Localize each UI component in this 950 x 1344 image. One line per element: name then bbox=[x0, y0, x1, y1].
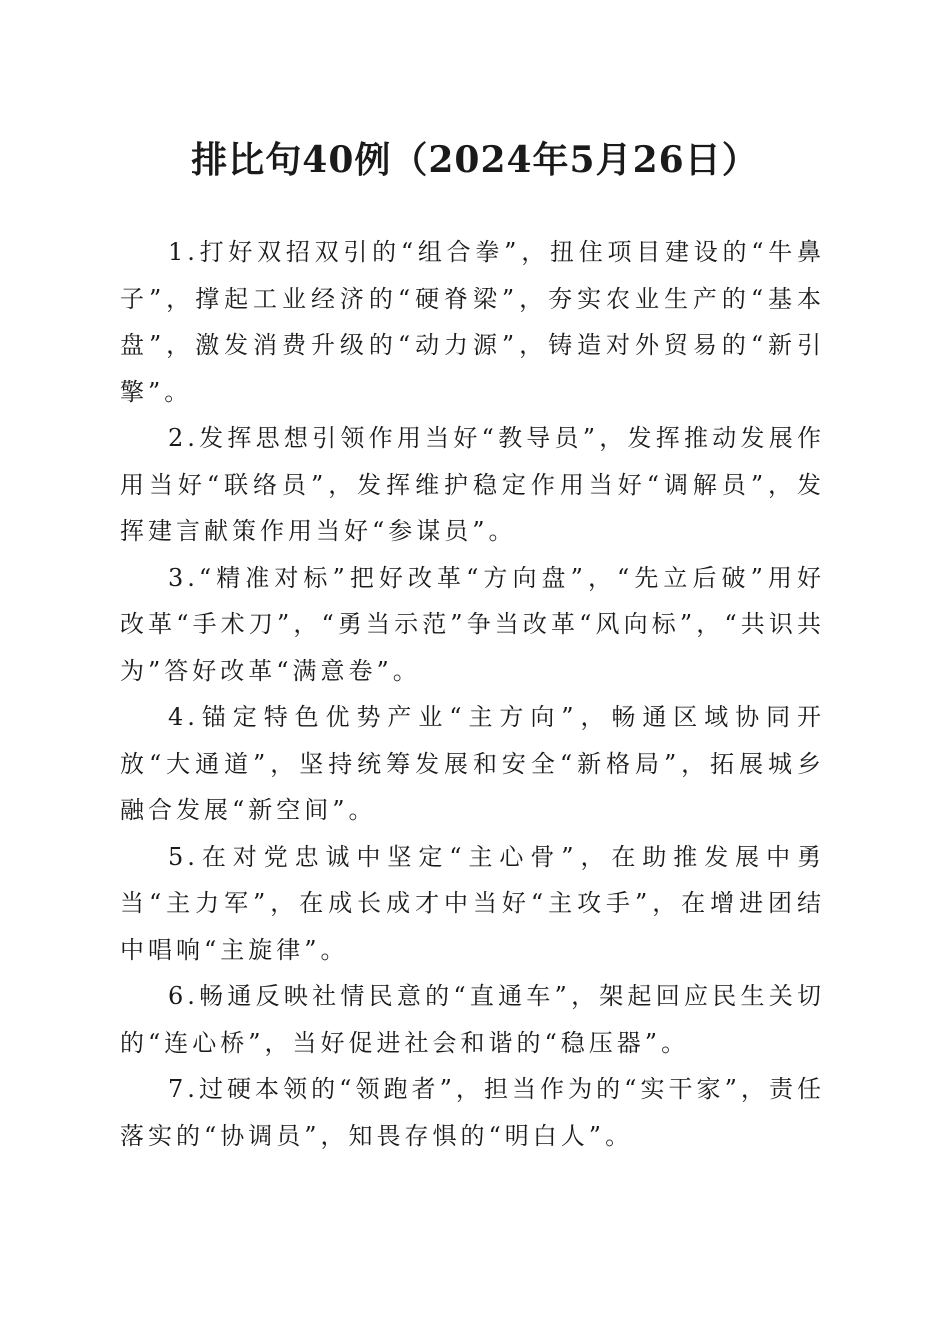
document-body bbox=[120, 229, 825, 1159]
paragraph-3: 3.“精准对标”把好改革“方向盘”，“先立后破”用好改革“手术刀”，“勇当示范”争当改革“风向标”，“共识共为”答好改革“满意卷”。 bbox=[120, 563, 825, 685]
paragraph-2: 2.发挥思想引领作用当好“教导员”，发挥推动发展作用当好“联络员”，发挥维护稳定作用当好“调解员”，发挥建言献策作用当好“参谋员”。 bbox=[120, 424, 825, 545]
paragraph-7: 7.过硬本领的“领跑者”，担当作为的“实干家”，责任落实的“协调员”，知畏存惧的“明白人”。 bbox=[120, 1075, 825, 1150]
paragraph-1: 1.打好双招双引的“组合拳”，扭住项目建设的“牛鼻子”，撑起工业经济的“硬脊梁”，夯实农业生产的“基本盘”，激发消费升级的“动力源”，铸造对外贸易的“新引擎”。 bbox=[120, 238, 825, 406]
paragraph-6: 6.畅通反映社情民意的“直通车”，架起回应民生关切的“连心桥”，当好促进社会和谐的“稳压器”。 bbox=[120, 982, 825, 1057]
paragraph-4: 4.锚定特色优势产业“主方向”，畅通区域协同开放“大通道”，坚持统筹发展和安全“新格局”，拓展城乡融合发展“新空间”。 bbox=[120, 703, 825, 824]
document-title: 排比句40例（2024年5月26日） bbox=[191, 139, 759, 181]
paragraph-5: 5.在对党忠诚中坚定“主心骨”，在助推发展中勇当“主力军”，在成长成才中当好“主攻手”，在增进团结中唱响“主旋律”。 bbox=[120, 842, 825, 964]
